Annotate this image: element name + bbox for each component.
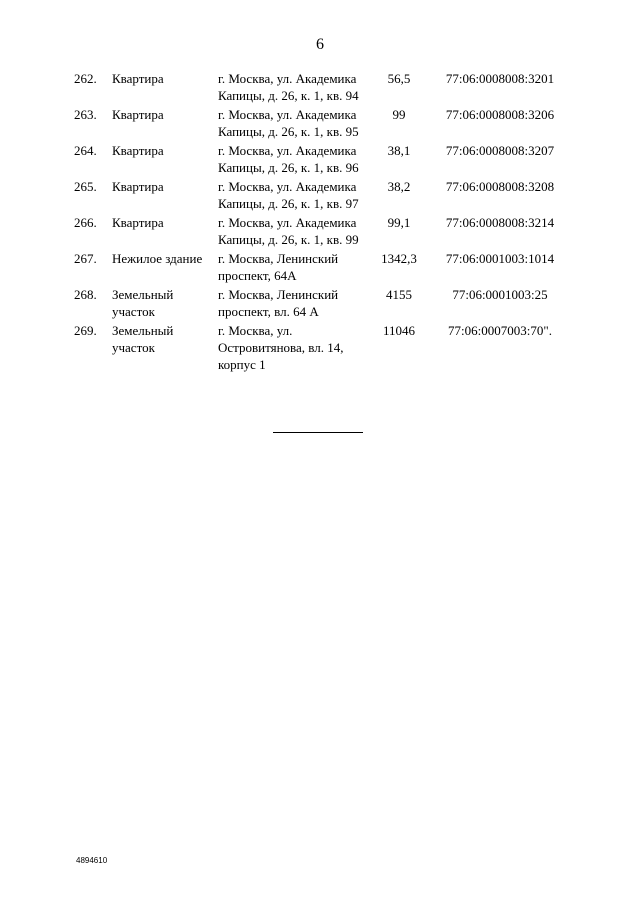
table-row <box>0 250 640 286</box>
object-address: г. Москва, ул. Академика Капицы, д. 26, к. 1, кв. 95 <box>218 107 359 139</box>
page-number: 6 <box>316 36 324 53</box>
object-type: Земельный участок <box>112 323 174 355</box>
cadastral-number: 77:06:0008008:3214 <box>445 215 555 230</box>
object-type: Квартира <box>112 143 164 158</box>
property-table <box>0 70 640 376</box>
document-code: 4894610 <box>76 856 108 865</box>
object-area: 11046 <box>382 323 416 338</box>
cadastral-number: 77:06:0001003:25 <box>452 287 548 302</box>
row-number: 266. <box>74 215 97 230</box>
object-address: г. Москва, ул. Островитянова, вл. 14, корпус 1 <box>218 323 344 372</box>
object-address: г. Москва, Ленинский проспект, 64А <box>218 251 339 283</box>
cadastral-number: 77:06:0001003:1014 <box>445 251 555 266</box>
row-number: 267. <box>74 251 97 266</box>
row-number: 263. <box>74 107 97 122</box>
row-number: 269. <box>74 323 97 338</box>
end-divider-line <box>273 432 363 433</box>
object-address: г. Москва, ул. Академика Капицы, д. 26, к. 1, кв. 99 <box>218 215 359 247</box>
object-address: г. Москва, ул. Академика Капицы, д. 26, к. 1, кв. 96 <box>218 143 359 175</box>
object-area: 4155 <box>386 287 412 302</box>
object-area: 38,1 <box>387 143 411 158</box>
table-row <box>0 214 640 250</box>
table-row <box>0 286 640 322</box>
object-type: Квартира <box>112 71 164 86</box>
cadastral-number: 77:06:0008008:3208 <box>445 179 555 194</box>
cadastral-number: 77:06:0007003:70". <box>448 323 552 338</box>
row-number: 264. <box>74 143 97 158</box>
table-row <box>0 322 640 376</box>
object-area: 38,2 <box>387 179 411 194</box>
table-row <box>0 178 640 214</box>
object-type: Квартира <box>112 215 164 230</box>
object-address: г. Москва, ул. Академика Капицы, д. 26, к. 1, кв. 94 <box>218 71 359 103</box>
object-address: г. Москва, ул. Академика Капицы, д. 26, к. 1, кв. 97 <box>218 179 359 211</box>
object-area: 99 <box>392 107 406 122</box>
object-type: Квартира <box>112 107 164 122</box>
object-area: 1342,3 <box>381 251 417 266</box>
cadastral-number: 77:06:0008008:3206 <box>445 107 555 122</box>
table-row <box>0 142 640 178</box>
row-number: 262. <box>74 71 97 86</box>
cadastral-number: 77:06:0008008:3201 <box>445 71 555 86</box>
object-type: Нежилое здание <box>112 251 203 266</box>
object-area: 56,5 <box>387 71 411 86</box>
object-area: 99,1 <box>387 215 411 230</box>
table-row <box>0 70 640 106</box>
object-type: Земельный участок <box>112 287 174 319</box>
object-address: г. Москва, Ленинский проспект, вл. 64 А <box>218 287 339 319</box>
cadastral-number: 77:06:0008008:3207 <box>445 143 555 158</box>
table-row <box>0 106 640 142</box>
row-number: 265. <box>74 179 97 194</box>
row-number: 268. <box>74 287 97 302</box>
object-type: Квартира <box>112 179 164 194</box>
